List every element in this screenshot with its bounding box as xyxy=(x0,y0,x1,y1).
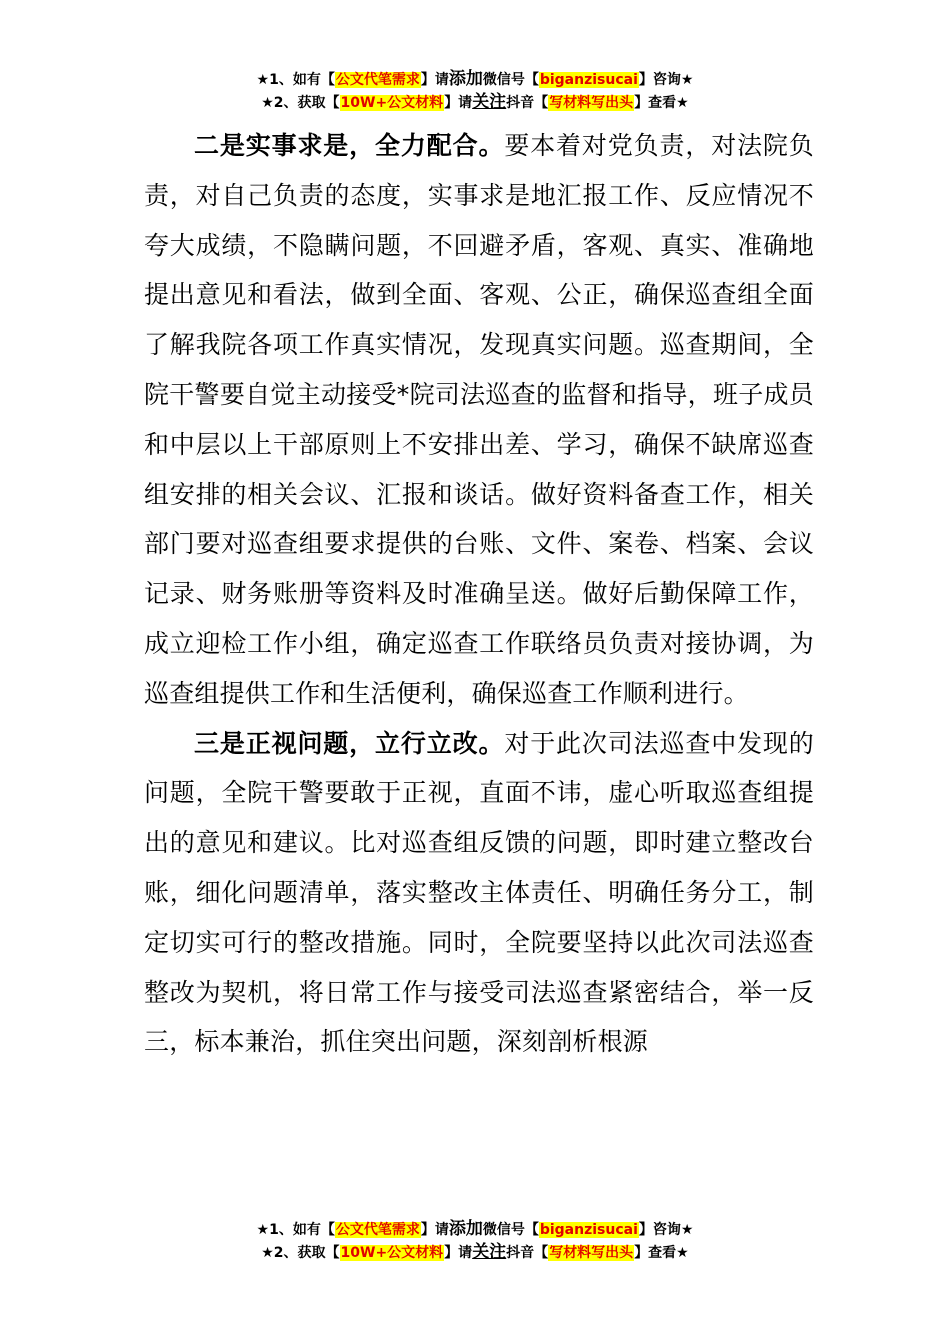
header-highlight-wechat-id: biganzisucai xyxy=(539,72,638,88)
paragraph-rectification-heading: 三是正视问题，立行立改。 xyxy=(194,728,505,758)
footer-line-1-please: 】请 xyxy=(420,1222,449,1238)
footer-highlight-wechat-id: biganzisucai xyxy=(539,1222,638,1238)
paragraph-cooperation-text: 要本着对党负责，对法院负责，对自己负责的态度，实事求是地汇报工作、反应情况不夸大成绩，不隐瞒问题，不回避矛盾，客观、真实、准确地提出意见和看法，做到全面、客观、公正，确保巡查组全面了解我院各项工作真实情况，发现真实问题。巡查期间，全院干警要自觉主动接受*院司法巡查的监督和指导，班子成员和中层以上干部原则上不安排出差、学习，确保不缺席巡查组安排的相关会议、汇报和谈话。做好资料备查工作，相关部门要对巡查组要求提供的台账、文件、案卷、档案、会议记录、财务账册等资料及时准确呈送。做好后勤保障工作，成立迎检工作小组，确定巡查工作联络员负责对接协调，为巡查组提供工作和生活便利，确保巡查工作顺利进行。 xyxy=(144,131,814,708)
header-line-1 xyxy=(0,68,950,91)
header-line-2-suffix: 】查看★ xyxy=(634,95,689,111)
footer-highlight-materials: 10W+公文材料 xyxy=(340,1245,444,1261)
header-line-1-suffix: 】咨询★ xyxy=(638,72,694,88)
footer-line-2-emphasis: 关注 xyxy=(472,1242,507,1262)
paragraph-rectification-text: 对于此次司法巡查中发现的问题，全院干警要敢于正视，直面不讳，虚心听取巡查组提出的意见和建议。比对巡查组反馈的问题，即时建立整改台账，细化问题清单，落实整改主体责任、明确任务分工，制定切实可行的整改措施。同时，全院要坚持以此次司法巡查整改为契机，将日常工作与接受司法巡查紧密结合，举一反三，标本兼治，抓住突出问题，深刻剖析根源 xyxy=(144,728,814,1057)
footer-line-2-suffix: 】查看★ xyxy=(634,1245,689,1261)
footer-line-1-wechat-label: 微信号【 xyxy=(482,1222,539,1238)
footer-line-2-please: 】请 xyxy=(444,1245,473,1261)
footer-line-1-suffix: 】咨询★ xyxy=(638,1222,694,1238)
header-highlight-service: 公文代笔需求 xyxy=(335,72,420,88)
footer-line-1-prefix: ★1、如有【 xyxy=(256,1222,335,1238)
header-highlight-materials: 10W+公文材料 xyxy=(340,95,444,111)
header-line-1-emphasis: 添加 xyxy=(448,69,483,89)
header-line-2 xyxy=(0,91,950,114)
footer-line-2 xyxy=(0,1241,950,1264)
footer-banner xyxy=(0,1218,950,1264)
header-line-2-douyin-label: 抖音【 xyxy=(506,95,549,111)
footer-line-2-douyin-label: 抖音【 xyxy=(506,1245,549,1261)
header-line-2-prefix: ★2、获取【 xyxy=(261,95,340,111)
footer-highlight-douyin-id: 写材料写出头 xyxy=(549,1245,634,1261)
header-line-1-wechat-label: 微信号【 xyxy=(482,72,539,88)
paragraph-cooperation-heading: 二是实事求是，全力配合。 xyxy=(194,131,505,160)
header-line-2-emphasis: 关注 xyxy=(472,92,507,112)
header-line-2-please: 】请 xyxy=(444,95,473,111)
header-banner xyxy=(0,68,950,114)
footer-highlight-service: 公文代笔需求 xyxy=(335,1222,420,1238)
footer-line-1 xyxy=(0,1218,950,1241)
header-line-1-please: 】请 xyxy=(420,72,449,88)
header-line-1-prefix: ★1、如有【 xyxy=(256,72,335,88)
paragraph-rectification xyxy=(144,719,814,1068)
document-body xyxy=(144,121,814,1067)
paragraph-cooperation xyxy=(144,121,814,719)
footer-line-1-emphasis: 添加 xyxy=(448,1219,483,1239)
footer-line-2-prefix: ★2、获取【 xyxy=(261,1245,340,1261)
header-highlight-douyin-id: 写材料写出头 xyxy=(549,95,634,111)
